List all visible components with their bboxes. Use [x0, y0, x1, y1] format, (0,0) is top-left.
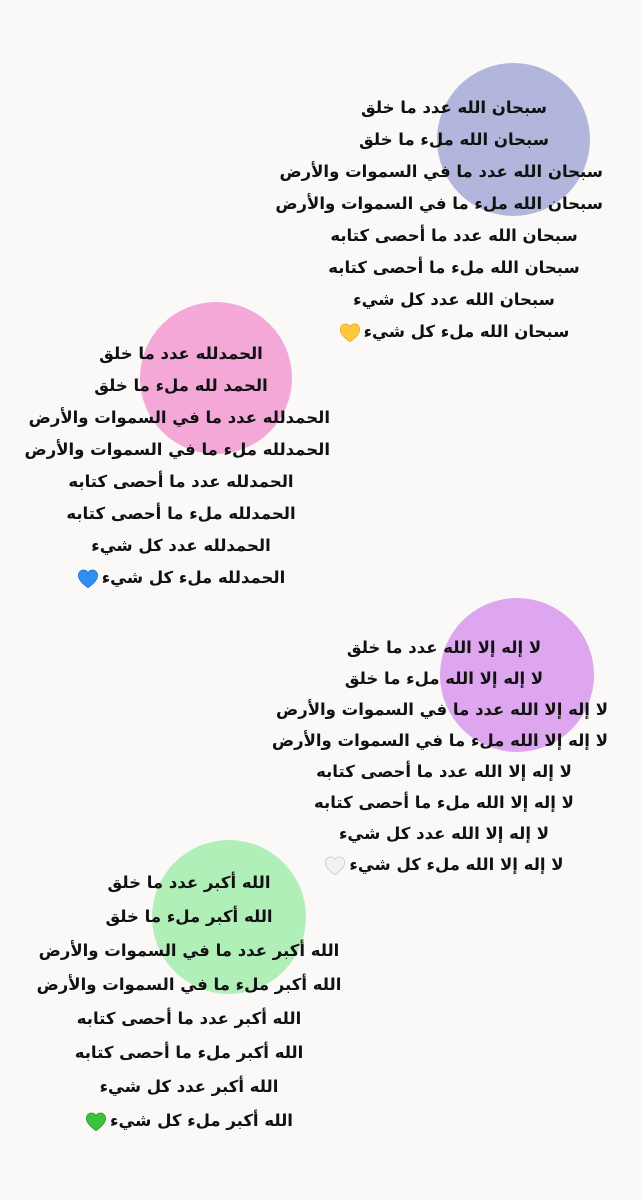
tahlil-block	[271, 632, 608, 880]
dhikr-line-text: الله أكبر ملء كل شيء	[110, 1111, 293, 1130]
dhikr-line: لا إله إلا الله عدد ما في السموات والأرض	[276, 700, 608, 719]
dhikr-line: الله أكبر ملء ما أحصى كتابه	[74, 1043, 304, 1062]
takbir-block	[30, 866, 348, 1138]
dhikr-line: سبحان الله عدد ما في السموات والأرض	[279, 162, 603, 181]
dhikr-line: الحمدلله عدد كل شيء	[91, 536, 271, 555]
yellow-heart-icon	[339, 322, 361, 344]
dhikr-line: سبحان الله عدد كل شيء	[353, 290, 555, 309]
dhikr-line: سبحان الله عدد ما أحصى كتابه	[330, 226, 578, 245]
dhikr-line-text: سبحان الله ملء كل شيء	[363, 322, 570, 341]
dhikr-line-text: الحمدلله ملء كل شيء	[101, 568, 286, 587]
dhikr-line-last	[305, 316, 603, 348]
dhikr-line: سبحان الله عدد ما خلق	[361, 98, 547, 117]
dhikr-line: الله أكبر ملء ما في السموات والأرض	[36, 975, 342, 994]
dhikr-line: الحمد لله ملء ما خلق	[94, 376, 268, 395]
tahmid-block	[24, 338, 330, 594]
dhikr-line: لا إله إلا الله ملء ما أحصى كتابه	[314, 793, 574, 812]
dhikr-line: لا إله إلا الله عدد ما خلق	[346, 638, 542, 657]
dhikr-line: لا إله إلا الله عدد كل شيء	[338, 824, 550, 843]
dhikr-line: الله أكبر عدد ما أحصى كتابه	[76, 1009, 302, 1028]
dhikr-line: الله أكبر عدد ما في السموات والأرض	[38, 941, 340, 960]
dhikr-line-last	[32, 562, 330, 594]
tasbih-block	[275, 92, 603, 348]
dhikr-line: الحمدلله ملء ما في السموات والأرض	[24, 440, 330, 459]
dhikr-line: سبحان الله ملء ما في السموات والأرض	[275, 194, 603, 213]
dhikr-line: لا إله إلا الله عدد ما أحصى كتابه	[316, 762, 572, 781]
dhikr-line: الله أكبر عدد ما خلق	[107, 873, 271, 892]
dhikr-line: لا إله إلا الله ملء ما في السموات والأرض	[271, 731, 608, 750]
blue-heart-icon	[77, 568, 99, 590]
dhikr-line: الله أكبر ملء ما خلق	[105, 907, 273, 926]
green-heart-icon	[85, 1111, 107, 1133]
dhikr-line: الحمدلله عدد ما أحصى كتابه	[68, 472, 294, 491]
dhikr-line-last	[30, 1104, 348, 1138]
dhikr-line: الله أكبر عدد كل شيء	[99, 1077, 279, 1096]
dhikr-line-text: لا إله إلا الله ملء كل شيء	[349, 855, 564, 874]
dhikr-line: سبحان الله ملء ما خلق	[359, 130, 549, 149]
dhikr-line: سبحان الله ملء ما أحصى كتابه	[328, 258, 580, 277]
dhikr-line: الحمدلله عدد ما في السموات والأرض	[28, 408, 330, 427]
dhikr-line: لا إله إلا الله ملء ما خلق	[344, 669, 544, 688]
dhikr-line: الحمدلله عدد ما خلق	[99, 344, 263, 363]
dhikr-line: الحمدلله ملء ما أحصى كتابه	[66, 504, 296, 523]
